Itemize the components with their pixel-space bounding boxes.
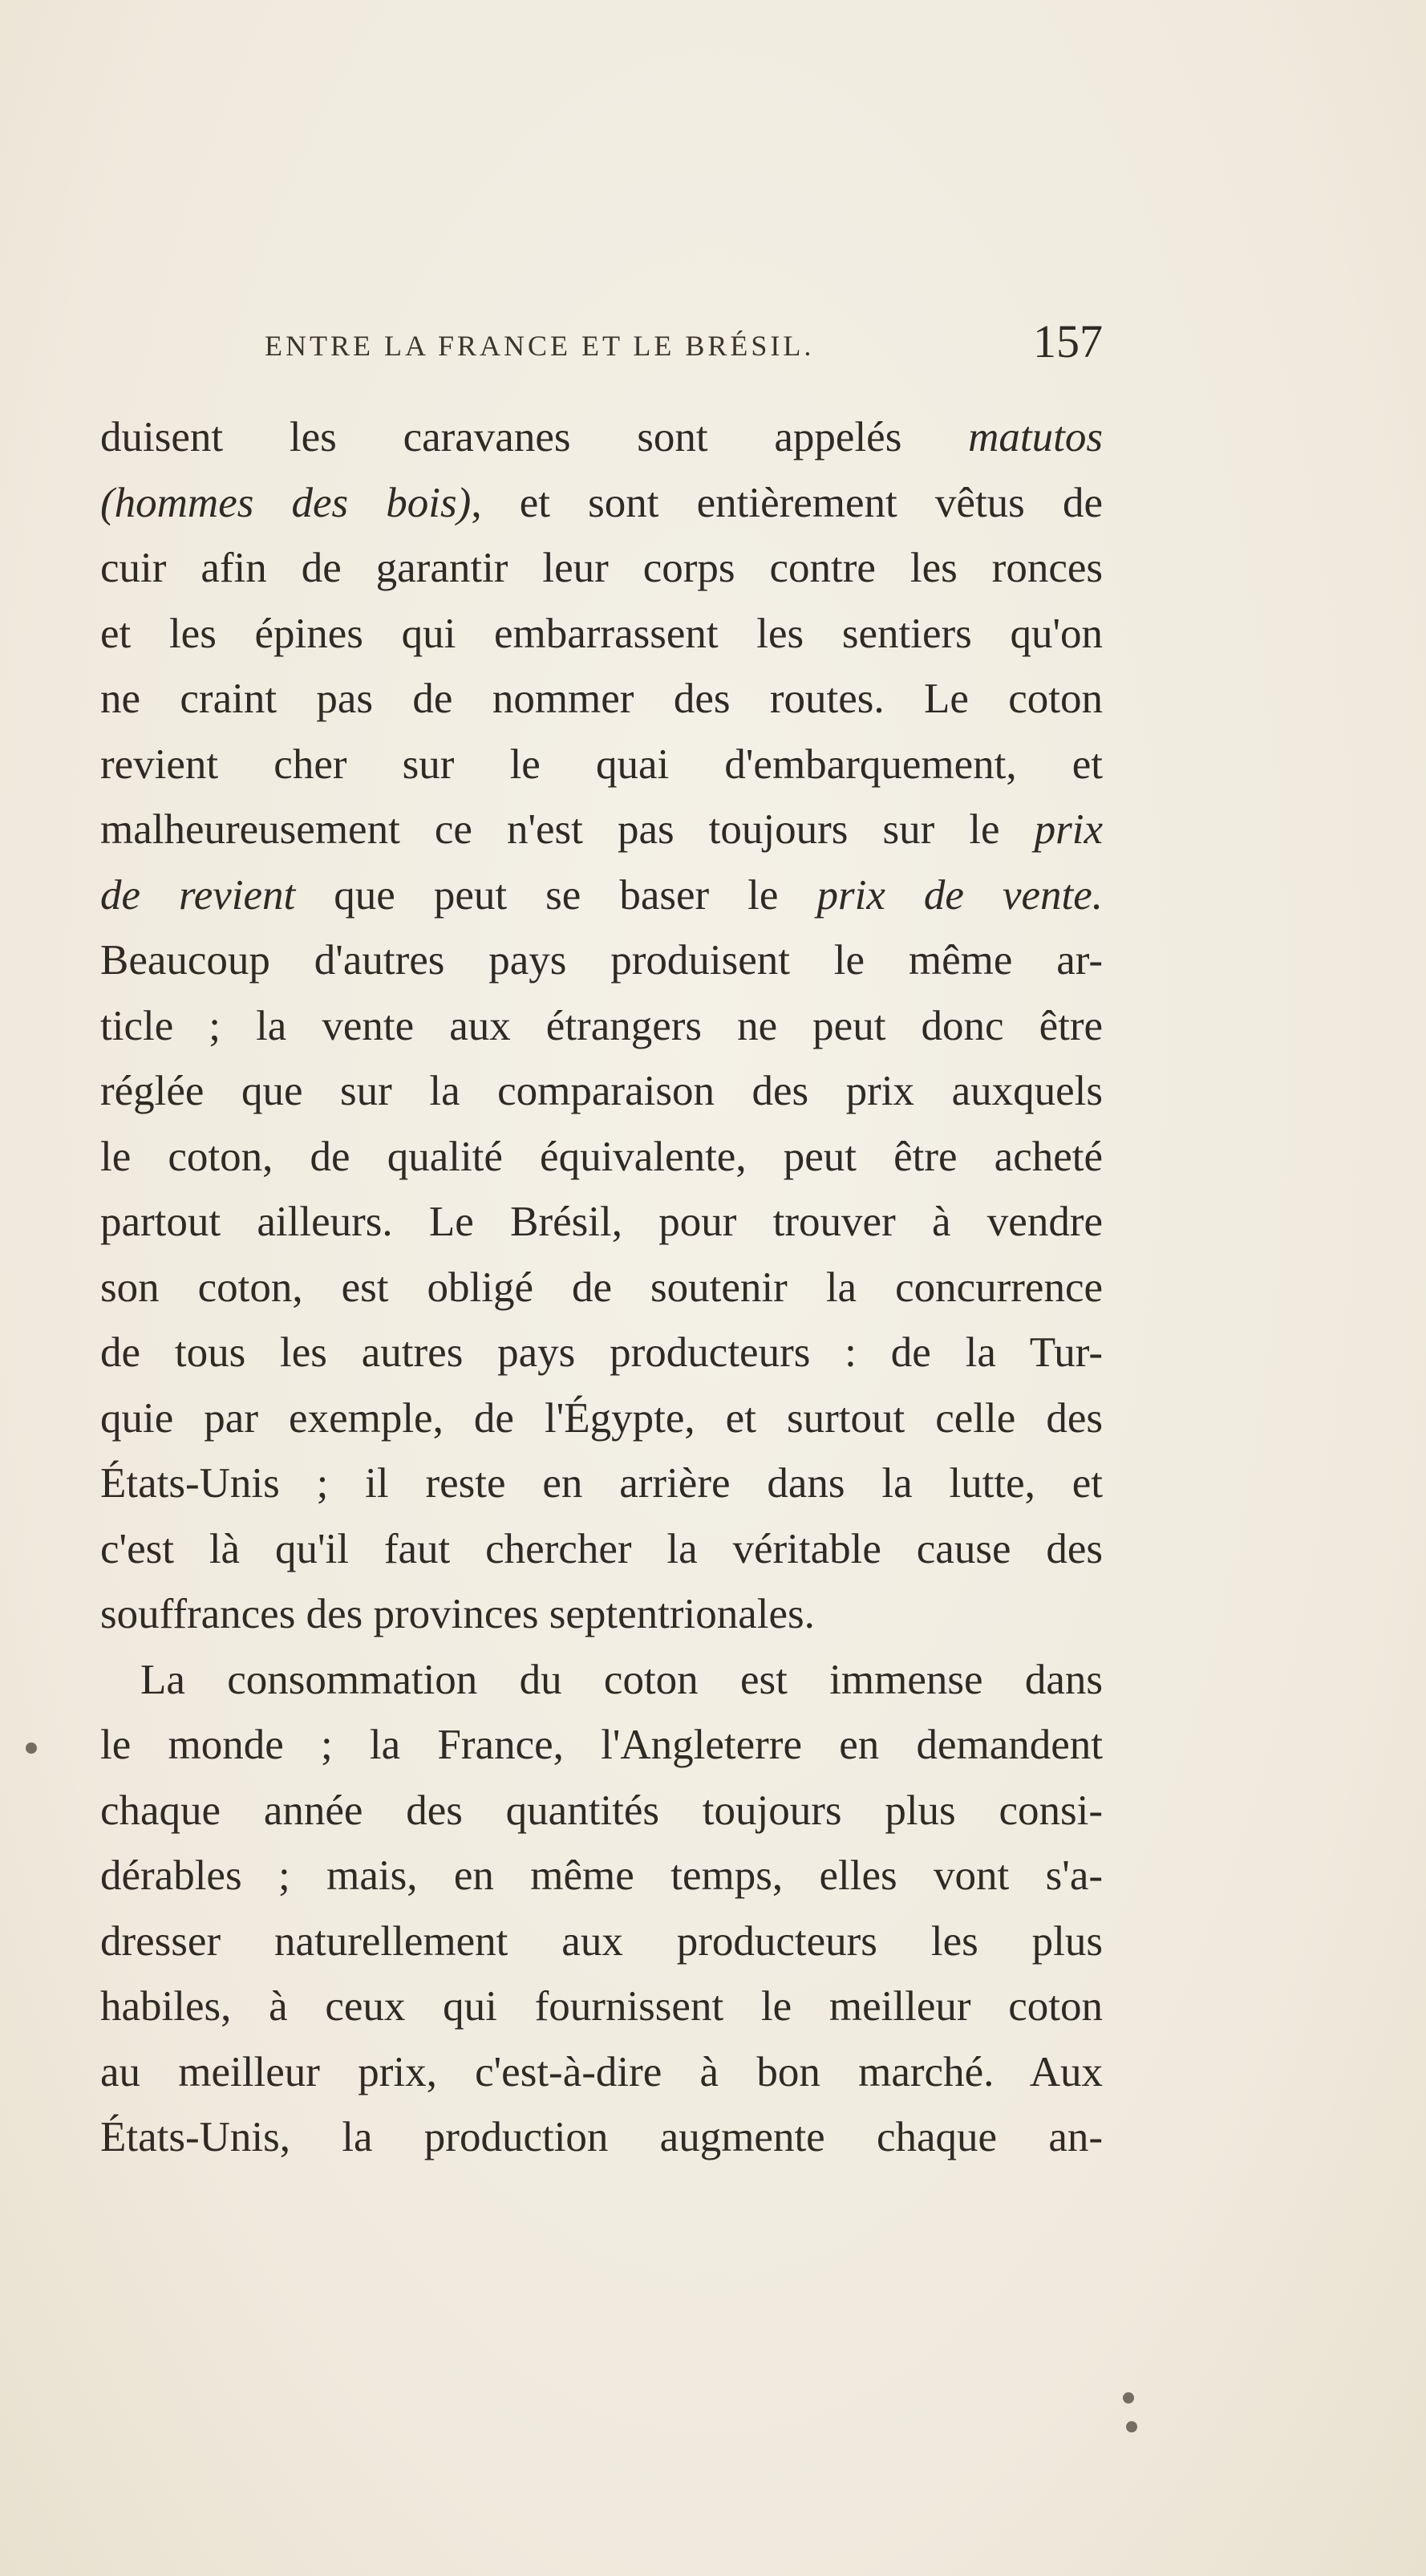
italic-term: de revient	[100, 871, 296, 919]
text-line: le coton, de qualité équivalente, peut être acheté	[100, 1133, 1103, 1180]
text-line: c'est là qu'il faut chercher la véritable cause des	[100, 1525, 1103, 1572]
text-line: États-Unis, la production augmente chaque an-	[100, 2114, 1103, 2160]
text-line: États-Unis ; il reste en arrière dans la lutte, et	[100, 1460, 1103, 1507]
body-text	[100, 405, 1103, 2171]
text-line: dresser naturellement aux producteurs les plus	[100, 1917, 1103, 1965]
running-title: ENTRE LA FRANCE ET LE BRÉSIL.	[265, 330, 815, 362]
ink-speck	[26, 1742, 37, 1754]
ink-speck	[1123, 2392, 1134, 2404]
text-line: cuir afin de garantir leur corps contre les ronces	[100, 545, 1103, 591]
text-line: au meilleur prix, c'est-à-dire à bon marché. Aux	[100, 2048, 1103, 2095]
italic-term: matutos	[968, 414, 1103, 460]
text-line: dérables ; mais, en même temps, elles vont s'a-	[100, 1852, 1103, 1899]
text-line: souffrances des provinces septentrionales.	[100, 1591, 815, 1637]
italic-term: (hommes des bois)	[100, 479, 472, 526]
text-line: de revient que peut se baser le prix de vente.	[100, 871, 1103, 919]
page-number: 157	[1033, 315, 1103, 367]
text-line: malheureusement ce n'est pas toujours sur le prix	[100, 806, 1103, 853]
text-line: partout ailleurs. Le Brésil, pour trouver à vendre	[100, 1199, 1103, 1245]
text-line: revient cher sur le quai d'embarquement, et	[100, 740, 1103, 788]
italic-term: prix de vente.	[816, 871, 1103, 919]
text-line: habiles, à ceux qui fournissent le meilleur coton	[100, 1983, 1103, 2030]
running-head	[100, 314, 1103, 379]
text-line: Beaucoup d'autres pays produisent le même ar-	[100, 937, 1103, 984]
text-line: ticle ; la vente aux étrangers ne peut donc être	[100, 1002, 1103, 1049]
text-line: de tous les autres pays producteurs : de la Tur-	[100, 1329, 1103, 1376]
text-line: son coton, est obligé de soutenir la concurrence	[100, 1264, 1103, 1311]
text-line: chaque année des quantités toujours plus consi-	[100, 1787, 1103, 1834]
text-line: duisent les caravanes sont appelés matutos	[100, 414, 1103, 460]
text-line: ne craint pas de nommer des routes. Le coton	[100, 675, 1103, 722]
paragraph-start-line: La consommation du coton est immense dans	[140, 1656, 1103, 1703]
text-line: (hommes des bois), et sont entièrement vêtus de	[100, 479, 1103, 526]
text-line: quie par exemple, de l'Égypte, et surtout celle des	[100, 1394, 1103, 1442]
text-line: réglée que sur la comparaison des prix auxquels	[100, 1068, 1103, 1114]
text-line: et les épines qui embarrassent les sentiers qu'on	[100, 610, 1103, 657]
ink-speck	[1126, 2421, 1137, 2432]
text-line: le monde ; la France, l'Angleterre en demandent	[100, 1722, 1103, 1768]
italic-term: prix	[1034, 806, 1103, 853]
